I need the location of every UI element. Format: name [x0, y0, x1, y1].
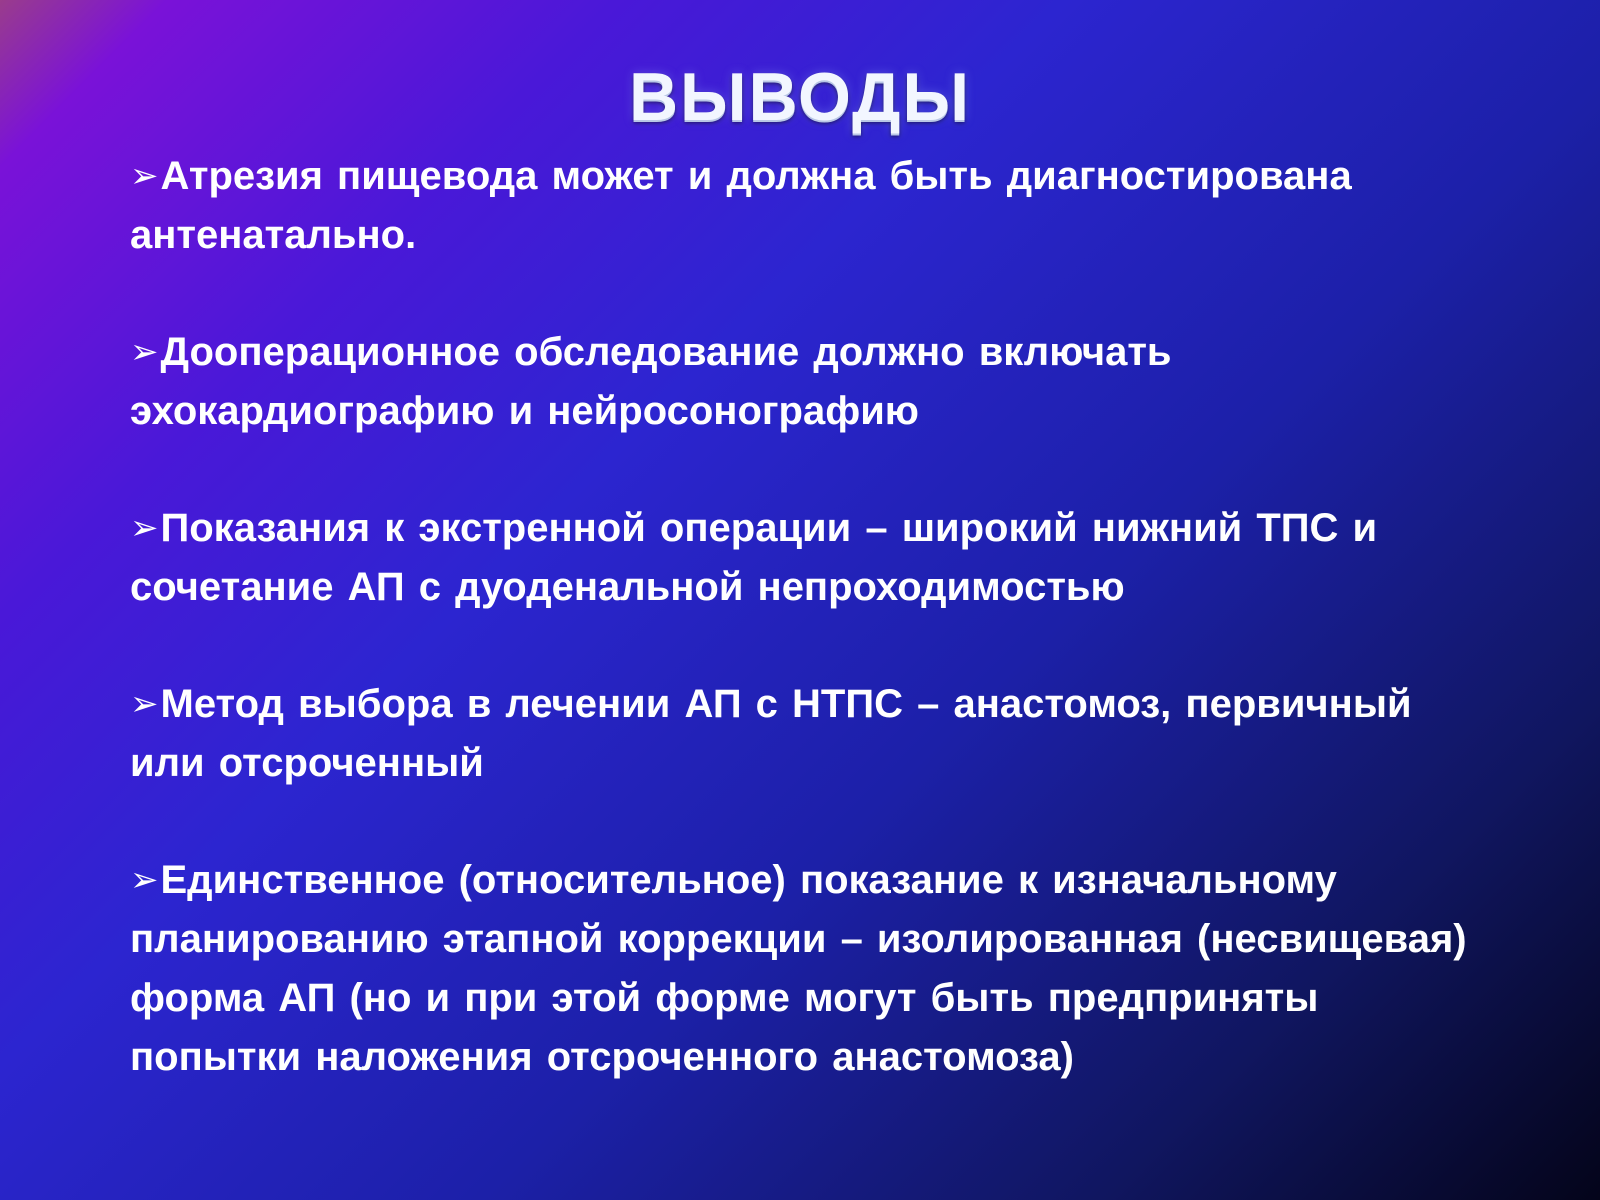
arrow-bullet-icon: ➢: [130, 508, 159, 548]
arrow-bullet-icon: ➢: [130, 860, 159, 900]
list-item: [130, 499, 1470, 617]
list-item: [130, 675, 1470, 793]
bullet-text: Метод выбора в лечении АП с НТПС – анастомоз, первичный или отсроченный: [130, 682, 1412, 785]
bullet-text: Дооперационное обследование должно включать эхокардиографию и нейросонографию: [130, 330, 1172, 433]
bullet-text: Единственное (относительное) показание к изначальному планированию этапной коррекции – изолированная (несвищевая) форма АП (но и при этой форме могут быть предприняты попытки наложения отсроченного анастомоза): [130, 858, 1467, 1079]
slide-title: ВЫВОДЫ: [628, 59, 972, 135]
list-item: [130, 147, 1470, 265]
list-item: [130, 851, 1470, 1087]
arrow-bullet-icon: ➢: [130, 332, 159, 372]
list-item: [130, 323, 1470, 441]
arrow-bullet-icon: ➢: [130, 684, 159, 724]
conclusions-list: [130, 147, 1470, 1145]
arrow-bullet-icon: ➢: [130, 156, 159, 196]
bullet-text: Атрезия пищевода может и должна быть диагностирована антенатально.: [130, 154, 1352, 257]
bullet-text: Показания к экстренной операции – широкий нижний ТПС и сочетание АП с дуоденальной непроходимостью: [130, 506, 1378, 609]
